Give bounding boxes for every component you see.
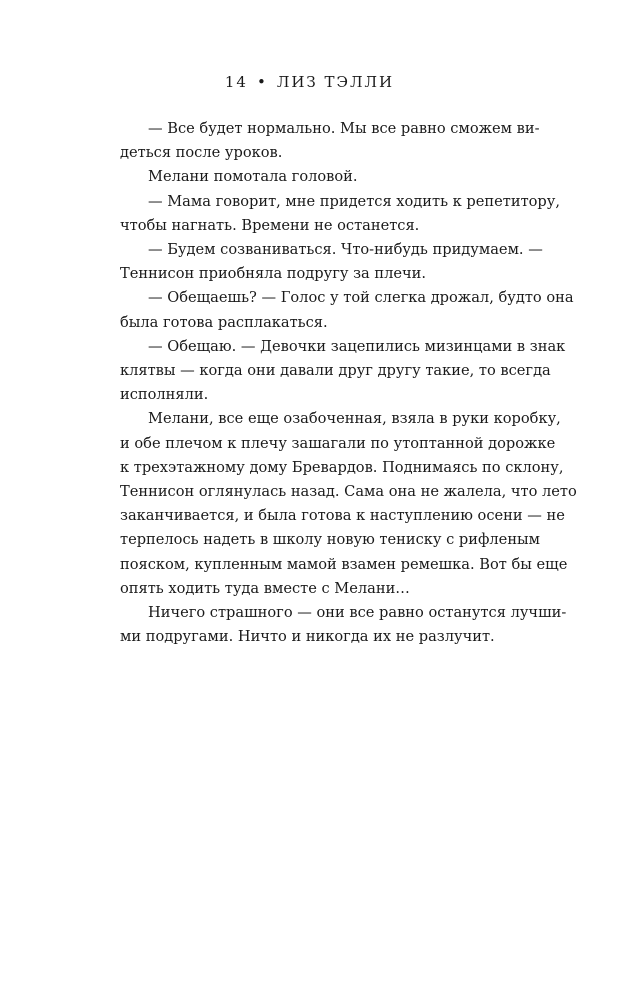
text-line: исполняли.: [120, 386, 209, 404]
paragraph: [120, 407, 577, 601]
text-line: чтобы нагнать. Времени не останется.: [120, 216, 420, 234]
text-line: — Мама говорит, мне придется ходить к репетитору,: [148, 192, 561, 210]
text-line: заканчивается, и была готова к наступлению осени — не: [120, 507, 565, 525]
text-line: была готова расплакаться.: [120, 313, 328, 331]
text-line: ми подругами. Ничто и никогда их не разлучит.: [120, 628, 495, 646]
text-line: терпелось надеть в школу новую тениску с рифленым: [120, 531, 541, 549]
paragraph: [120, 601, 567, 649]
text-line: пояском, купленным мамой взамен ремешка. Вот бы еще: [120, 555, 568, 573]
author-name: ЛИЗ ТЭЛЛИ: [276, 73, 395, 91]
text-line: — Все будет нормально. Мы все равно сможем ви-: [148, 120, 540, 137]
text-line: к трехэтажному дому Бревардов. Поднимаясь по склону,: [120, 458, 564, 476]
paragraph: [120, 335, 566, 408]
paragraph: [120, 117, 540, 165]
text-line: опять ходить туда вместе с Мелани…: [120, 579, 410, 597]
paragraph: [120, 190, 561, 238]
paragraph: [120, 286, 574, 334]
text-line: — Обещаю. — Девочки зацепились мизинцами в знак: [148, 337, 566, 355]
paragraph: [120, 165, 502, 189]
text-line: — Будем созваниваться. Что-нибудь придумаем. —: [148, 241, 543, 259]
text-line: клятвы — когда они давали друг другу такие, то всегда: [120, 362, 551, 380]
running-header: [0, 73, 619, 91]
page-number: 14: [224, 73, 248, 91]
text-line: Теннисон оглянулась назад. Сама она не жалела, что лето: [120, 483, 577, 501]
text-line: Мелани, все еще озабоченная, взяла в руки коробку,: [148, 410, 561, 428]
page-body: [120, 117, 577, 649]
paragraph: [120, 238, 543, 286]
text-line: — Обещаешь? — Голос у той слегка дрожал, будто она: [148, 289, 574, 307]
text-line: Теннисон приобняла подругу за плечи.: [120, 265, 427, 283]
header-separator: •: [256, 73, 268, 91]
text-line: и обе плечом к плечу зашагали по утоптанной дорожке: [120, 434, 556, 452]
text-line: Ничего страшного — они все равно останутся лучши-: [148, 604, 567, 622]
text-line: деться после уроков.: [120, 144, 283, 162]
text-line: Мелани помотала головой.: [148, 168, 358, 186]
